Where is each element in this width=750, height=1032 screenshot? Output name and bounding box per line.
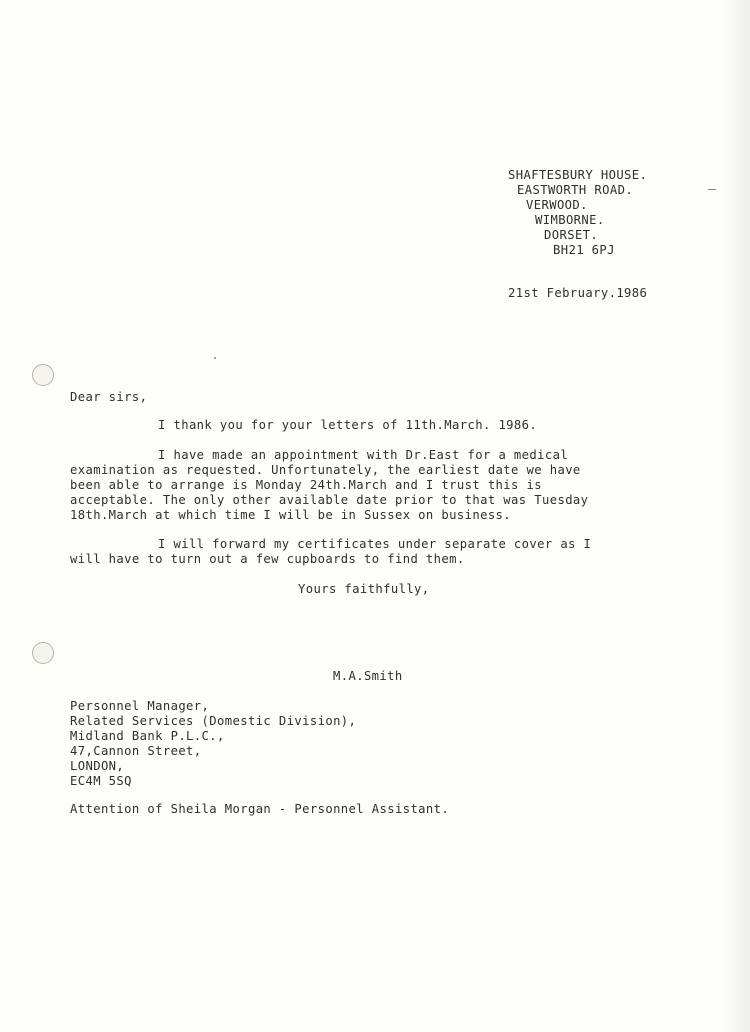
- recipient-address-line: Personnel Manager,: [70, 699, 210, 713]
- sender-address-line: BH21 6PJ: [553, 243, 615, 257]
- body-paragraph-2-line: been able to arrange is Monday 24th.March and I trust this is: [70, 478, 542, 492]
- recipient-address-line: LONDON,: [70, 759, 125, 773]
- attention-line: Attention of Sheila Morgan - Personnel Assistant.: [70, 802, 450, 816]
- body-paragraph-2-line: examination as requested. Unfortunately, the earliest date we have: [70, 463, 581, 477]
- sender-address-line: SHAFTESBURY HOUSE.: [508, 168, 648, 182]
- body-paragraph-2-line: 18th.March at which time I will be in Sussex on business.: [70, 508, 512, 522]
- recipient-address-line: EC4M 5SQ: [70, 774, 132, 788]
- sender-address-line: DORSET.: [544, 228, 599, 242]
- sender-address-line: WIMBORNE.: [535, 213, 605, 227]
- sender-address-line: EASTWORTH ROAD.: [517, 183, 634, 197]
- recipient-address-line: Related Services (Domestic Division),: [70, 714, 357, 728]
- paper-speck: [708, 189, 716, 190]
- recipient-address-line: 47,Cannon Street,: [70, 744, 202, 758]
- punch-hole-bottom: [32, 642, 54, 664]
- closing: Yours faithfully,: [298, 582, 430, 596]
- paper-speck: [214, 357, 216, 359]
- sender-address-line: VERWOOD.: [526, 198, 588, 212]
- salutation: Dear sirs,: [70, 390, 148, 404]
- recipient-address-line: Midland Bank P.L.C.,: [70, 729, 225, 743]
- body-paragraph-3-line: will have to turn out a few cupboards to find them.: [70, 552, 465, 566]
- body-paragraph-3-line: I will forward my certificates under separate cover as I: [158, 537, 592, 551]
- letter-date: 21st February.1986: [508, 286, 648, 300]
- body-paragraph-2-line: I have made an appointment with Dr.East for a medical: [158, 448, 569, 462]
- body-paragraph-2-line: acceptable. The only other available date prior to that was Tuesday: [70, 493, 589, 507]
- punch-hole-top: [32, 364, 54, 386]
- body-paragraph-1: I thank you for your letters of 11th.March. 1986.: [158, 418, 538, 432]
- signatory-name: M.A.Smith: [333, 669, 403, 683]
